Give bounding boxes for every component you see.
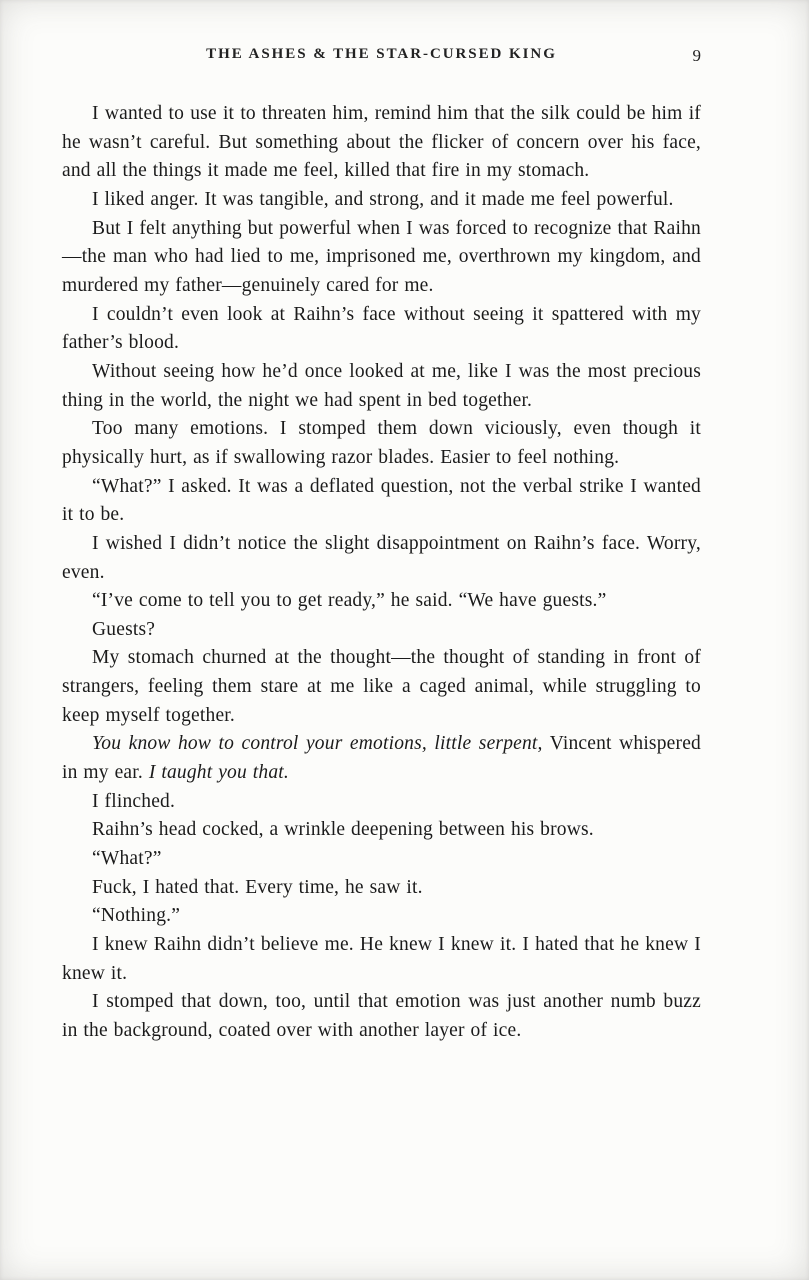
paragraph bbox=[62, 415, 701, 472]
paragraph bbox=[62, 186, 701, 215]
text-run: You know how to control your emotions, little serpent, bbox=[92, 733, 543, 755]
text-run: I stomped that down, too, until that emotion was just another numb buzz in the background, coated over with another layer of ice. bbox=[62, 991, 701, 1041]
text-run: I wanted to use it to threaten him, remind him that the silk could be him if he wasn’t careful. But something about the flicker of concern over his face, and all the things it made me feel, killed that fire in my stomach. bbox=[62, 103, 701, 182]
paragraph bbox=[62, 644, 701, 730]
paragraph bbox=[62, 616, 701, 645]
text-run: Without seeing how he’d once looked at me, like I was the most precious thing in the world, the night we had spent in bed together. bbox=[62, 360, 701, 411]
running-header bbox=[62, 46, 701, 70]
text-run: I taught you that. bbox=[148, 762, 289, 784]
paragraph bbox=[62, 301, 701, 358]
text-run: My stomach churned at the thought—the thought of standing in front of strangers, feeling them stare at me like a caged animal, while struggling to keep myself together. bbox=[62, 647, 701, 726]
text-run: “Nothing.” bbox=[92, 905, 181, 927]
paragraph bbox=[62, 215, 701, 301]
text-run: Guests? bbox=[92, 618, 156, 640]
text-run: “What?” bbox=[92, 848, 162, 870]
text-run: I liked anger. It was tangible, and strong, and it made me feel powerful. bbox=[92, 188, 674, 210]
paragraph bbox=[62, 473, 701, 530]
text-run: “I’ve come to tell you to get ready,” he said. “We have guests.” bbox=[92, 590, 607, 612]
text-run: Too many emotions. I stomped them down viciously, even though it physically hurt, as if swallowing razor blades. Easier to feel nothing. bbox=[62, 418, 701, 468]
paragraph bbox=[62, 988, 701, 1045]
paragraph bbox=[62, 358, 701, 415]
text-run: Vincent whispered in my ear. bbox=[62, 733, 701, 784]
page-body bbox=[62, 100, 701, 1046]
paragraph bbox=[62, 816, 701, 845]
paragraph bbox=[62, 788, 701, 817]
text-run: Raihn’s head cocked, a wrinkle deepening between his brows. bbox=[92, 819, 594, 841]
page-number: 9 bbox=[692, 46, 701, 65]
paragraph bbox=[62, 845, 701, 874]
paragraph bbox=[62, 587, 701, 616]
text-run: I couldn’t even look at Raihn’s face without seeing it spattered with my father’s blood. bbox=[62, 303, 701, 354]
text-run: I flinched. bbox=[92, 790, 176, 812]
text-run: But I felt anything but powerful when I was forced to recognize that Raihn—the man who had lied to me, imprisoned me, overthrown my kingdom, and murdered my father—genuinely cared for me. bbox=[62, 217, 701, 296]
paragraph bbox=[62, 730, 701, 787]
text-run: I knew Raihn didn’t believe me. He knew I knew it. I hated that he knew I knew it. bbox=[62, 934, 701, 984]
paragraph bbox=[62, 902, 701, 931]
paragraph bbox=[62, 931, 701, 988]
text-run: Fuck, I hated that. Every time, he saw it. bbox=[92, 876, 423, 898]
paragraph bbox=[62, 874, 701, 903]
paragraph bbox=[62, 530, 701, 587]
text-run: I wished I didn’t notice the slight disappointment on Raihn’s face. Worry, even. bbox=[62, 532, 701, 583]
running-header-title: THE ASHES & THE STAR-CURSED KING bbox=[206, 46, 557, 62]
text-run: “What?” I asked. It was a deflated question, not the verbal strike I wanted it to be. bbox=[62, 475, 701, 526]
paragraph bbox=[62, 100, 701, 186]
